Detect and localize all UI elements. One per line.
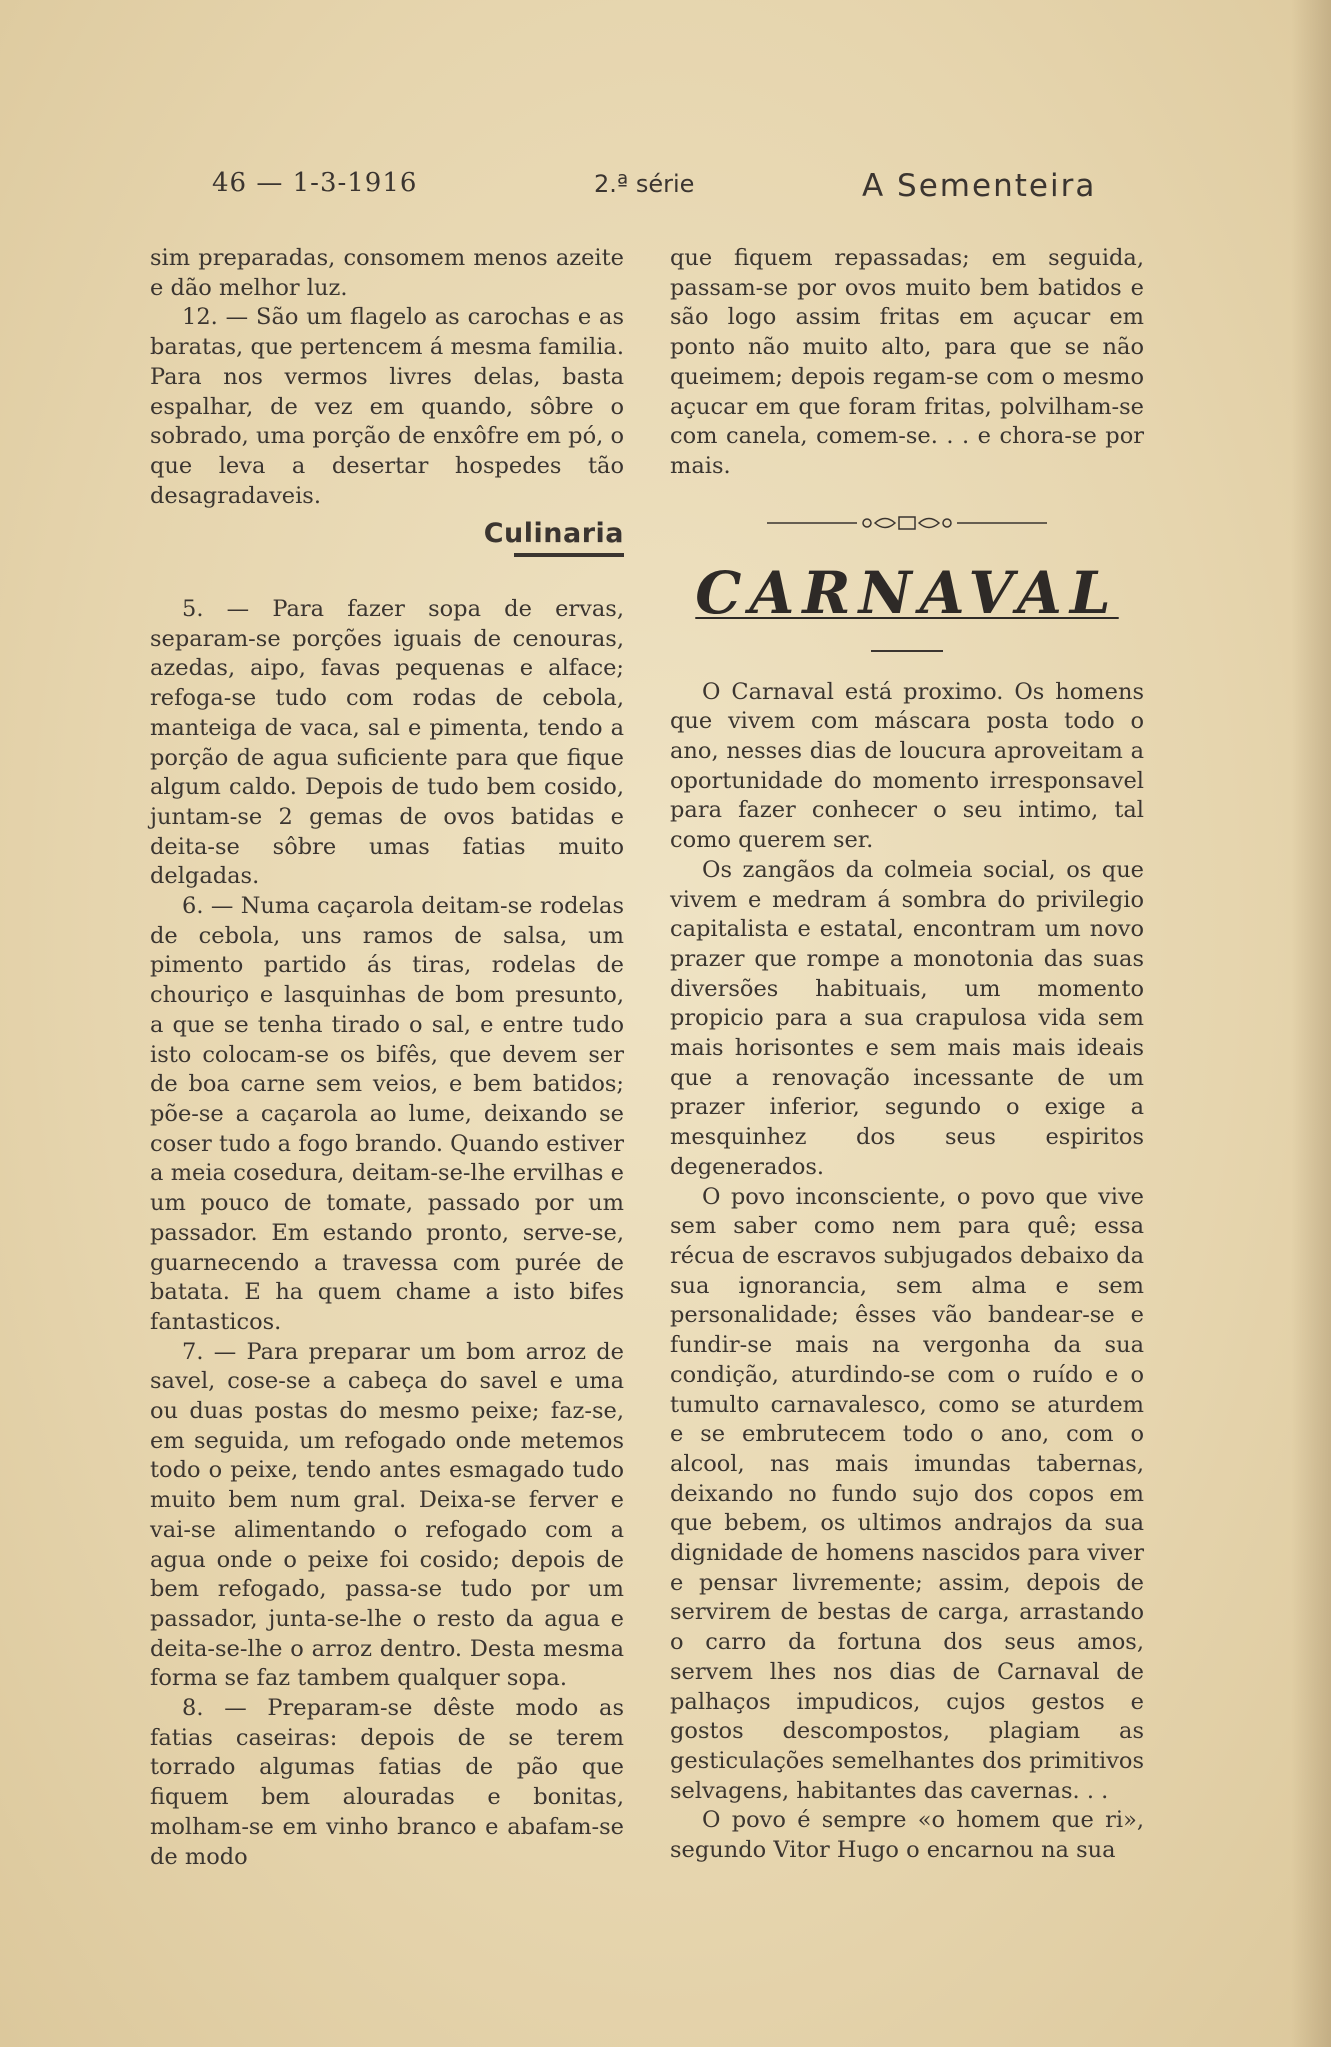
left-column <box>150 244 624 1872</box>
page-edge <box>1291 0 1331 2047</box>
paragraph: Os zangãos da colmeia social, os que vivem e medram á sombra do privilegio capitalista e estatal, encontram um novo prazer que rompe a monotonia das suas diversões habituais, um momento propicio para a sua crapulosa vida sem mais horisontes e sem mais mais ideais que a renovação incessante de um prazer inferior, segundo o exige a mesquinhez dos seus espiritos degenerados. <box>670 856 1144 1180</box>
paragraph: O povo inconsciente, o povo que vive sem saber como nem para quê; essa récua de escravos subjugados debaixo da sua ignorancia, sem alma e sem personalidade; êsses vão bandear-se e fundir-se mais na vergonha da sua condição, aturdindo-se com o ruído e o tumulto carnavalesco, como se aturdem e se embrutecem todo o ano, com o alcool, nas mais imundas tabernas, deixando no fundo sujo dos copos em que bebem, os ultimos andrajos da sua dignidade de homens nascidos para viver e pensar livremente; assim, depois de servirem de bestas de carga, arrastando o carro da fortuna dos seus amos, servem lhes nos dias de Carnaval de palhaços impudicos, cujos gestos e gostos descompostos, plagiam as gesticulações semelhantes dos primitivos selvagens, habitantes das cavernas. . . <box>670 1183 1144 1804</box>
paragraph: 6. — Numa caçarola deitam-se rodelas de cebola, uns ramos de salsa, um pimento partido ás tiras, rodelas de chouriço e lasquinhas de bom presunto, a que se tenha tirado o sal, e entre tudo isto colocam-se os bifês, que devem ser de boa carne sem veios, e bem batidos; põe-se a caçarola ao lume, deixando se coser tudo a fogo brando. Quando estiver a meia cosedura, deitam-se-lhe ervilhas e um pouco de tomate, passado por um passador. Em estando pronto, serve-se, guarnecendo a travessa com purée de batata. E ha quem chame a isto bifes fantasticos. <box>150 893 624 1335</box>
paragraph: O Carnaval está proximo. Os homens que vivem com máscara posta todo o ano, nesses dias de loucura aproveitam a oportunidade do momento irresponsavel para fazer conhecer o seu intimo, tal como querem ser. <box>670 678 1144 854</box>
publication-title: A Sementeira <box>862 168 1097 204</box>
section-title: Culinaria <box>483 518 624 550</box>
title-rule <box>871 650 943 652</box>
paragraph: 8. — Preparam-se dêste modo as fatias caseiras: depois de se terem torrado algumas fatias de pão que fiquem bem alouradas e bonitas, molham-se em vinho branco e abafam-se de modo <box>150 1695 624 1870</box>
paragraph: sim preparadas, consomem menos azeite e dão melhor luz. <box>150 245 624 301</box>
article-title: CARNAVAL <box>695 558 1119 627</box>
page-header <box>0 168 1331 208</box>
page-number-date: 46 — 1-3-1916 <box>212 168 418 198</box>
paragraph: 5. — Para fazer sopa de ervas, separam-se porções iguais de cenouras, azedas, aipo, favas pequenas e alface; refoga-se tudo com rodas de cebola, manteiga de vaca, sal e pimenta, tendo a porção de agua suficiente para que fique algum caldo. Depois de tudo bem cosido, juntam-se 2 gemas de ovos batidas e deita-se sôbre umas fatias muito delgadas. <box>150 596 624 890</box>
paragraph: que fiquem repassadas; em seguida, passam-se por ovos muito bem batidos e são logo assim fritas em açucar em ponto não muito alto, para que se não queimem; depois regam-se com o mesmo açucar em que foram fritas, polvilham-se com canela, comem-se. . . e chora-se por mais. <box>670 245 1144 479</box>
paragraph: 12. — São um flagelo as carochas e as baratas, que pertencem á mesma familia. Para nos vermos livres delas, basta espalhar, de vez em quando, sôbre o sobrado, uma porção de enxôfre em pó, o que leva a desertar hospedes tão desagradaveis. <box>150 304 624 509</box>
series-label: 2.ª série <box>594 170 695 198</box>
paragraph: O povo é sempre «o homem que ri», segundo Vitor Hugo o encarnou na sua <box>670 1807 1144 1864</box>
paragraph: 7. — Para preparar um bom arroz de savel, cose-se a cabeça do savel e uma ou duas postas do mesmo peixe; faz-se, em seguida, um refogado onde metemos todo o peixe, tendo antes esmagado tudo muito bem num gral. Deixa-se ferver e vai-se alimentando o refogado com a agua onde o peixe foi cosido; depois de bem refogado, passa-se tudo por um passador, junta-se-lhe o resto da agua e deita-se-lhe o arroz dentro. Desta mesma forma se faz tambem qualquer sopa. <box>150 1338 624 1692</box>
section-rule <box>514 553 624 557</box>
right-column <box>670 244 1144 1866</box>
ornament-divider <box>767 512 1047 534</box>
